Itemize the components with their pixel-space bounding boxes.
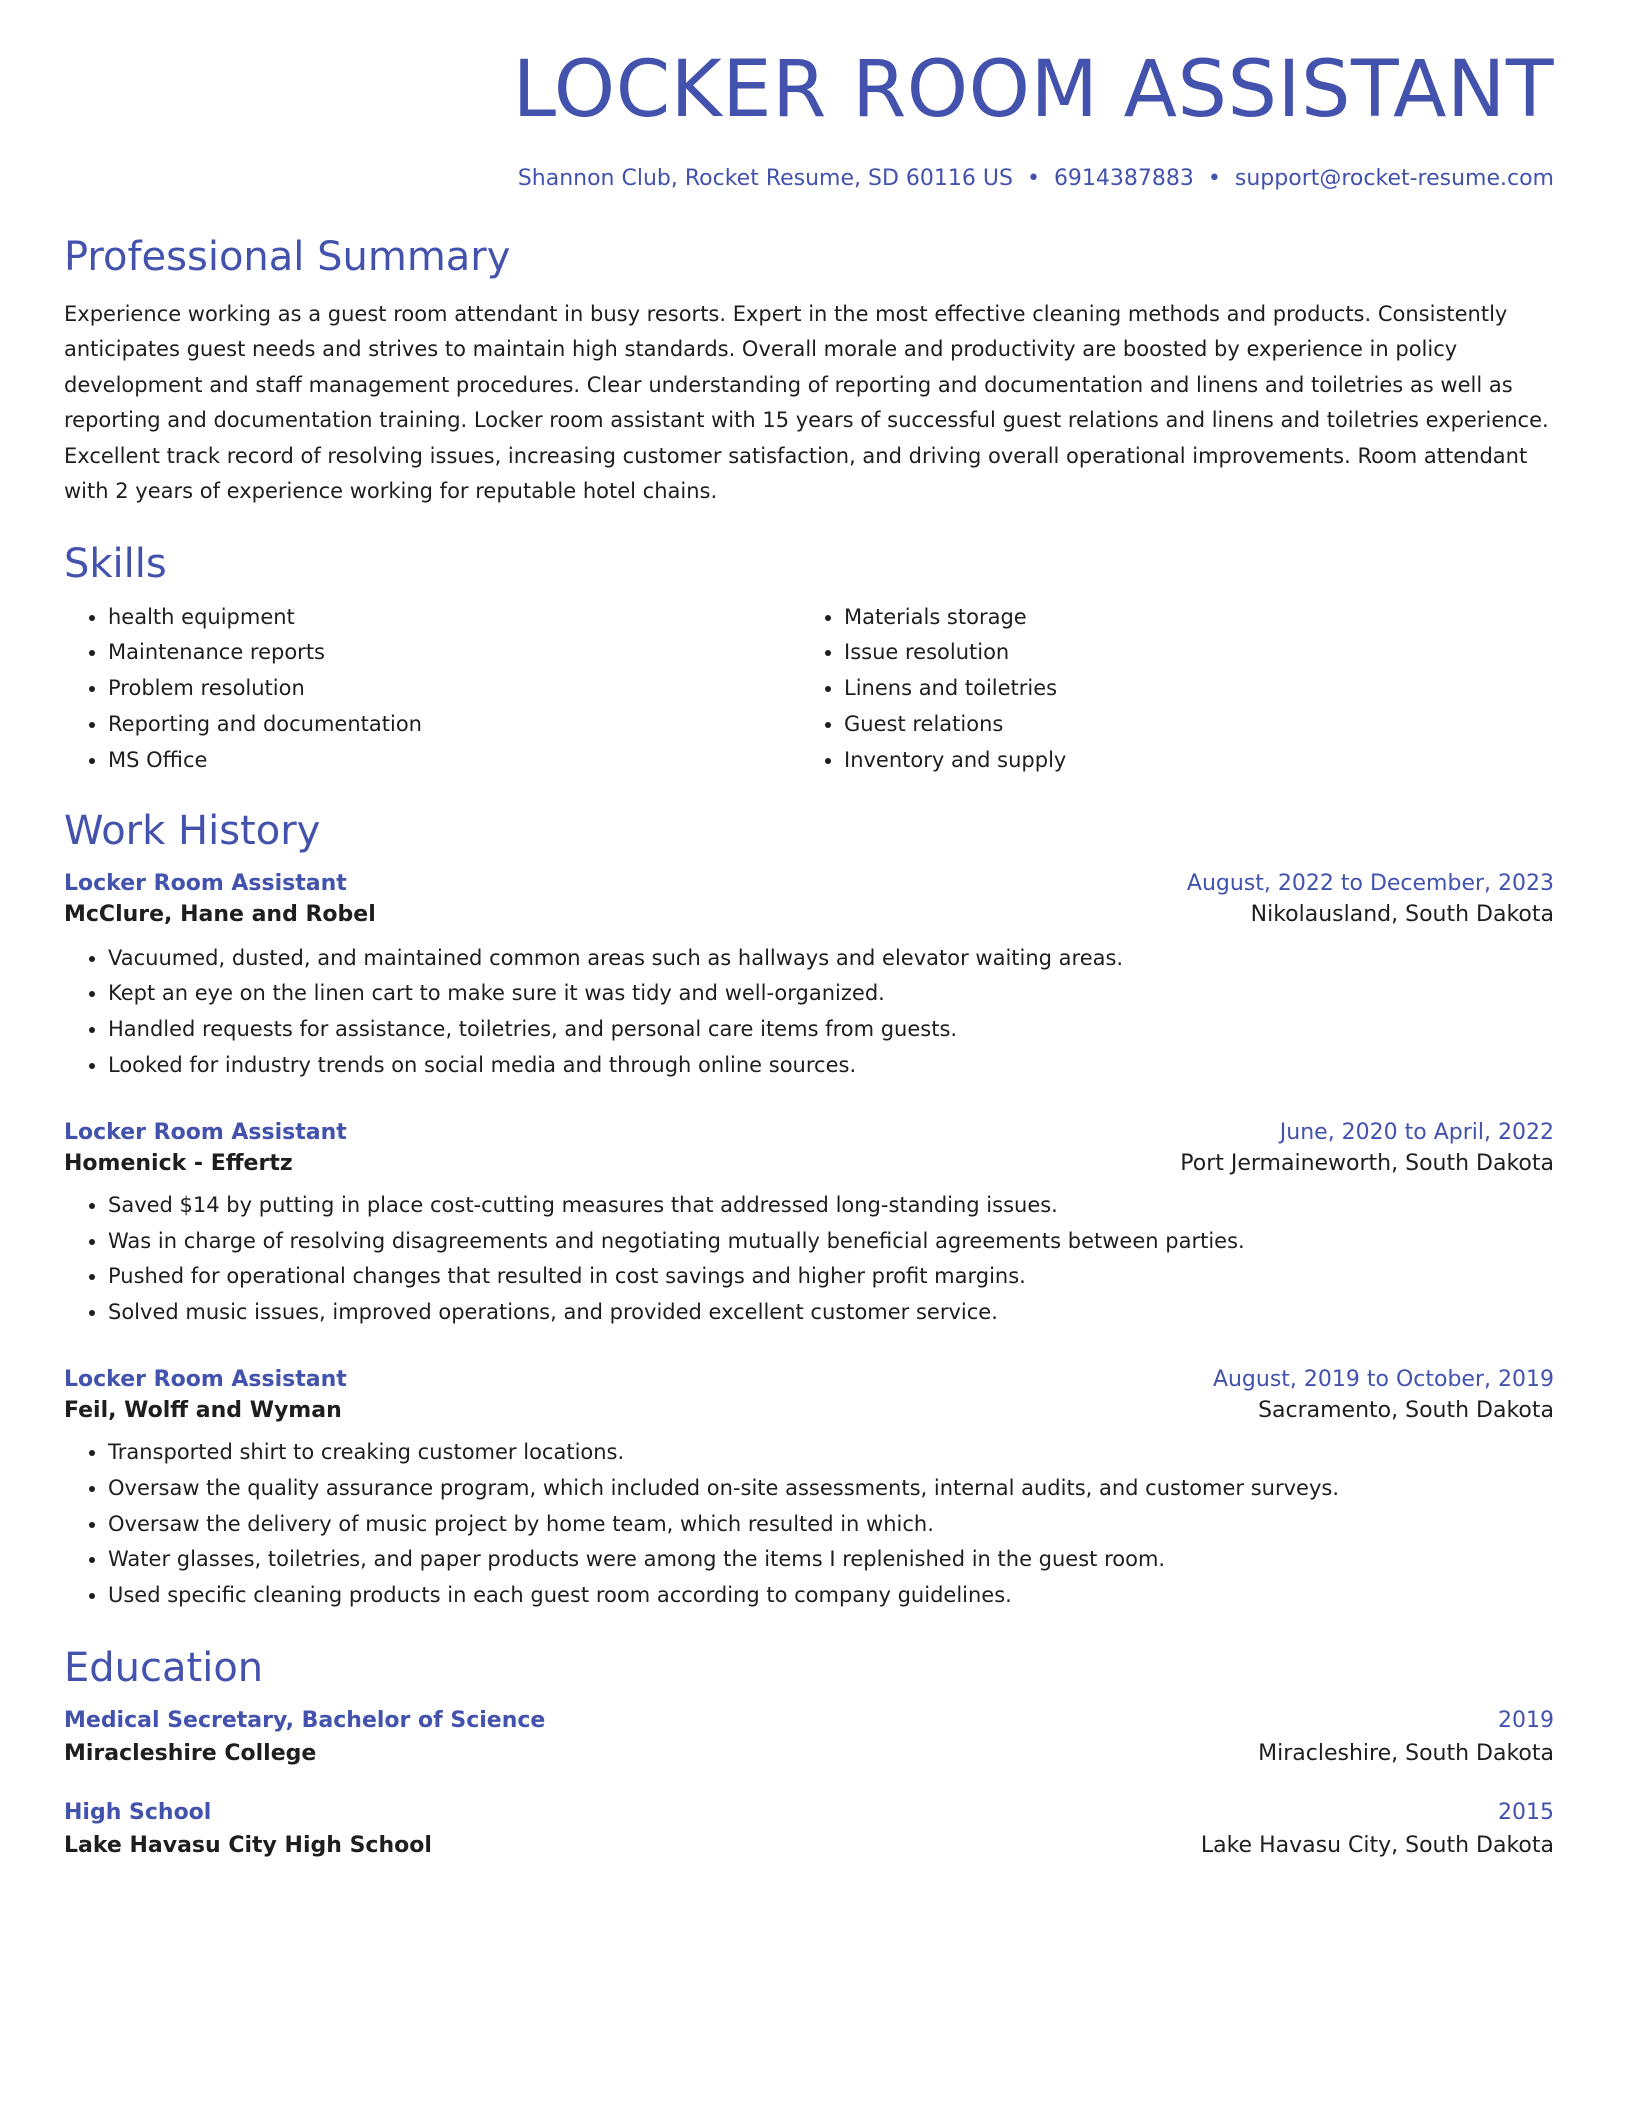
job-bullet: • Water glasses, toiletries, and paper products were among the items I replenished in the guest room. (108, 1542, 1554, 1578)
education-location: Miracleshire, South Dakota (1258, 1740, 1554, 1766)
job-bullet: • Pushed for operational changes that resulted in cost savings and higher profit margins. (108, 1259, 1554, 1295)
work-history-section (64, 807, 1554, 1614)
contact-address: Shannon Club, Rocket Resume, SD 60116 US (517, 165, 1013, 191)
separator-dot: • (1026, 165, 1040, 191)
contact-email[interactable]: support@rocket-resume.com (1234, 165, 1554, 191)
job-bullet: • Oversaw the delivery of music project by home team, which resulted in which. (108, 1507, 1554, 1543)
job-title: Locker Room Assistant (64, 1366, 347, 1392)
education-location: Lake Havasu City, South Dakota (1200, 1832, 1554, 1858)
job-entry (64, 1120, 1554, 1331)
summary-text: Experience working as a guest room attendant in busy resorts. Expert in the most effective cleaning methods and products. Consistently anticipates guest needs and strives to maintain high standards. Overall morale and productivity are boosted by experience in policy development and staff management procedures. Clear understanding of reporting and documentation and linens and toiletries as well as reporting and documentation training. Locker room assistant with 15 years of successful guest relations and linens and toiletries experience. Excellent track record of resolving issues, increasing customer satisfaction, and driving overall operational improvements. Room attendant with 2 years of experience working for reputable hotel chains. (64, 301, 1549, 504)
job-bullet: • Used specific cleaning products in each guest room according to company guidelines. (108, 1578, 1554, 1614)
resume-header (64, 44, 1554, 191)
job-company-row (64, 902, 1554, 927)
job-company: McClure, Hane and Robel (64, 901, 376, 927)
job-header-row (64, 1120, 1554, 1145)
section-heading-work: Work History (64, 807, 321, 854)
skill-item: • health equipment (108, 600, 800, 636)
job-location: Port Jermaineworth, South Dakota (1180, 1150, 1554, 1176)
job-bullets (64, 941, 1554, 1084)
education-year: 2015 (1498, 1799, 1554, 1825)
resume-page (64, 44, 1554, 1858)
section-heading-education: Education (64, 1644, 264, 1691)
education-entry (64, 1800, 1554, 1858)
job-location: Nikolausland, South Dakota (1250, 901, 1554, 927)
job-bullets (64, 1188, 1554, 1331)
skill-item: • Linens and toiletries (844, 671, 1536, 707)
summary-section (64, 233, 1554, 510)
job-bullet: • Saved $14 by putting in place cost-cutting measures that addressed long-standing issues. (108, 1188, 1554, 1224)
job-header-row (64, 871, 1554, 896)
education-year: 2019 (1498, 1707, 1554, 1733)
job-company: Homenick - Effertz (64, 1150, 293, 1176)
education-school: Lake Havasu City High School (64, 1832, 432, 1858)
job-bullet: • Handled requests for assistance, toiletries, and personal care items from guests. (108, 1012, 1554, 1048)
job-dates: August, 2022 to December, 2023 (1186, 870, 1554, 896)
section-heading-skills: Skills (64, 540, 167, 587)
education-header-row (64, 1708, 1554, 1733)
job-title: Locker Room Assistant (64, 870, 347, 896)
job-bullet: • Kept an eye on the linen cart to make sure it was tidy and well-organized. (108, 976, 1554, 1012)
job-header-row (64, 1367, 1554, 1392)
job-bullet: • Vacuumed, dusted, and maintained common areas such as hallways and elevator waiting areas. (108, 941, 1554, 977)
job-dates: June, 2020 to April, 2022 (1279, 1119, 1554, 1145)
job-dates: August, 2019 to October, 2019 (1212, 1366, 1554, 1392)
education-degree: High School (64, 1799, 212, 1825)
skill-item: • Inventory and supply (844, 743, 1536, 779)
job-bullet: • Oversaw the quality assurance program, which included on-site assessments, internal audits, and customer surveys. (108, 1471, 1554, 1507)
education-degree: Medical Secretary, Bachelor of Science (64, 1707, 546, 1733)
job-title: Locker Room Assistant (64, 1119, 347, 1145)
section-heading-summary: Professional Summary (64, 233, 511, 280)
education-school: Miracleshire College (64, 1740, 317, 1766)
job-bullet: • Was in charge of resolving disagreements and negotiating mutually beneficial agreements between parties. (108, 1224, 1554, 1260)
education-school-row (64, 1741, 1554, 1766)
contact-phone: 6914387883 (1053, 165, 1194, 191)
skill-item: • Guest relations (844, 707, 1536, 743)
skill-item: • Issue resolution (844, 635, 1536, 671)
separator-dot: • (1207, 165, 1221, 191)
job-entry (64, 1367, 1554, 1614)
education-school-row (64, 1833, 1554, 1858)
job-company-row (64, 1398, 1554, 1423)
education-section (64, 1644, 1554, 1858)
job-bullet: • Solved music issues, improved operations, and provided excellent customer service. (108, 1295, 1554, 1331)
skill-item: • MS Office (108, 743, 800, 779)
job-bullets (64, 1435, 1554, 1614)
skills-column-right (800, 600, 1536, 779)
education-header-row (64, 1800, 1554, 1825)
skill-item: • Reporting and documentation (108, 707, 800, 743)
job-entry (64, 871, 1554, 1084)
job-company: Feil, Wolff and Wyman (64, 1397, 342, 1423)
education-entry (64, 1708, 1554, 1766)
skills-section (64, 540, 1554, 779)
skill-item: • Maintenance reports (108, 635, 800, 671)
job-bullet: • Looked for industry trends on social media and through online sources. (108, 1048, 1554, 1084)
skill-item: • Problem resolution (108, 671, 800, 707)
contact-line (64, 166, 1554, 191)
job-company-row (64, 1151, 1554, 1176)
page-title: LOCKER ROOM ASSISTANT (512, 45, 1554, 135)
skills-column-left (64, 600, 800, 779)
skill-item: • Materials storage (844, 600, 1536, 636)
job-bullet: • Transported shirt to creaking customer locations. (108, 1435, 1554, 1471)
job-location: Sacramento, South Dakota (1258, 1397, 1554, 1423)
skills-columns (64, 600, 1554, 779)
